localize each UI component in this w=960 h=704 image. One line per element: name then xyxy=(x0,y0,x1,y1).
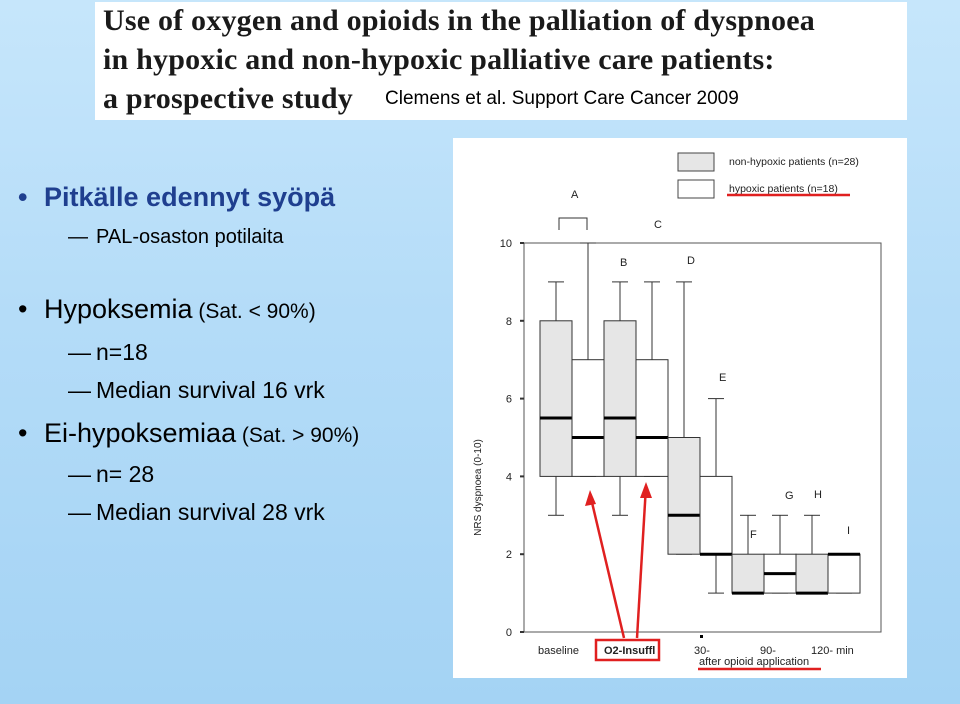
sub-bullet-text: n=18 xyxy=(96,339,148,365)
bullet-advanced-cancer xyxy=(18,182,335,213)
x-axis-subtitle: after opioid application xyxy=(699,656,810,668)
box-non-hypoxic xyxy=(796,554,828,593)
sub-bullet-text: n= 28 xyxy=(96,461,155,487)
x-category-label: baseline xyxy=(538,645,579,657)
y-tick-label: 10 xyxy=(499,238,512,250)
sub-bullet-text: Median survival 28 vrk xyxy=(96,499,325,525)
bullet-suffix: (Sat. > 90%) xyxy=(236,424,360,447)
group-letter-label: C xyxy=(654,219,662,231)
group-letter-label: I xyxy=(847,525,851,537)
highlight-arrowhead xyxy=(640,482,652,498)
citation: Clemens et al. Support Care Cancer 2009 xyxy=(385,88,739,109)
group-letter-label: D xyxy=(687,255,695,267)
legend-label-hypoxic: hypoxic patients (n=18) xyxy=(729,183,838,195)
paper-title-line-3: a prospective study xyxy=(103,82,353,115)
box-non-hypoxic xyxy=(540,321,572,477)
bullet-non-hypoxemia xyxy=(18,418,359,449)
dash-marker: — xyxy=(68,499,91,525)
y-tick-label: 8 xyxy=(505,315,512,328)
x-category-label: O2-Insuffl xyxy=(604,645,656,657)
x-category-label: 120- min xyxy=(811,645,854,657)
x-tick-marker xyxy=(700,635,703,638)
paper-title-line-1: Use of oxygen and opioids in the palliation of dyspnoea xyxy=(103,4,815,37)
group-letter-label: F xyxy=(750,529,757,541)
paper-title-banner xyxy=(95,2,907,120)
x-category-label: 30- xyxy=(694,645,710,657)
box-hypoxic xyxy=(572,360,604,477)
dash-marker: — xyxy=(68,226,88,248)
sub-bullet-n-non-hypoxic xyxy=(68,461,154,488)
group-letter-label: E xyxy=(719,372,727,384)
dash-marker: — xyxy=(68,461,91,487)
box-non-hypoxic xyxy=(732,554,764,593)
dash-marker: — xyxy=(68,339,91,365)
group-letter-label: B xyxy=(620,257,628,269)
box-hypoxic xyxy=(828,554,860,593)
bullet-hypoxemia xyxy=(18,294,316,325)
sub-bullet-survival-non-hypoxic xyxy=(68,499,325,526)
sub-bullet-pal-ward xyxy=(68,226,284,249)
box-non-hypoxic xyxy=(668,438,700,555)
highlight-arrowhead xyxy=(585,490,596,506)
sub-bullet-text: Median survival 16 vrk xyxy=(96,377,325,403)
sub-bullet-n-hypoxic xyxy=(68,339,148,366)
x-category-label: 90- xyxy=(760,645,776,657)
group-letter-label: G xyxy=(785,490,794,502)
box-non-hypoxic xyxy=(604,321,636,477)
group-letter-label: H xyxy=(814,489,822,501)
y-tick-label: 2 xyxy=(505,549,512,562)
significance-bracket xyxy=(559,218,587,230)
bullet-dot: • xyxy=(18,294,28,324)
bullet-dot: • xyxy=(18,182,28,212)
box-hypoxic xyxy=(636,360,668,477)
bullet-dot: • xyxy=(18,418,28,448)
boxplot-chart xyxy=(453,138,907,678)
y-tick-label: 4 xyxy=(505,471,512,484)
highlight-arrow-line xyxy=(637,486,646,638)
legend-swatch-hypoxic xyxy=(678,180,714,198)
bullet-text: Ei-hypoksemiaa xyxy=(44,418,237,448)
paper-title-line-2: in hypoxic and non-hypoxic palliative care patients: xyxy=(103,43,775,76)
bullet-text: Hypoksemia xyxy=(44,294,193,324)
boxplot-figure xyxy=(453,138,907,678)
box-hypoxic xyxy=(700,476,732,554)
bullet-suffix: (Sat. < 90%) xyxy=(192,300,316,323)
bullet-text: Pitkälle edennyt syöpä xyxy=(44,182,336,212)
y-tick-label: 6 xyxy=(505,393,512,406)
sub-bullet-survival-hypoxic xyxy=(68,377,325,404)
y-axis-label: NRS dyspnoea (0-10) xyxy=(473,439,484,536)
legend-swatch-non-hypoxic xyxy=(678,153,714,171)
y-tick-label: 0 xyxy=(505,627,512,639)
sub-bullet-text: PAL-osaston potilaita xyxy=(96,226,284,248)
dash-marker: — xyxy=(68,377,91,403)
legend-label-non-hypoxic: non-hypoxic patients (n=28) xyxy=(729,156,859,168)
group-letter-label: A xyxy=(571,189,579,201)
